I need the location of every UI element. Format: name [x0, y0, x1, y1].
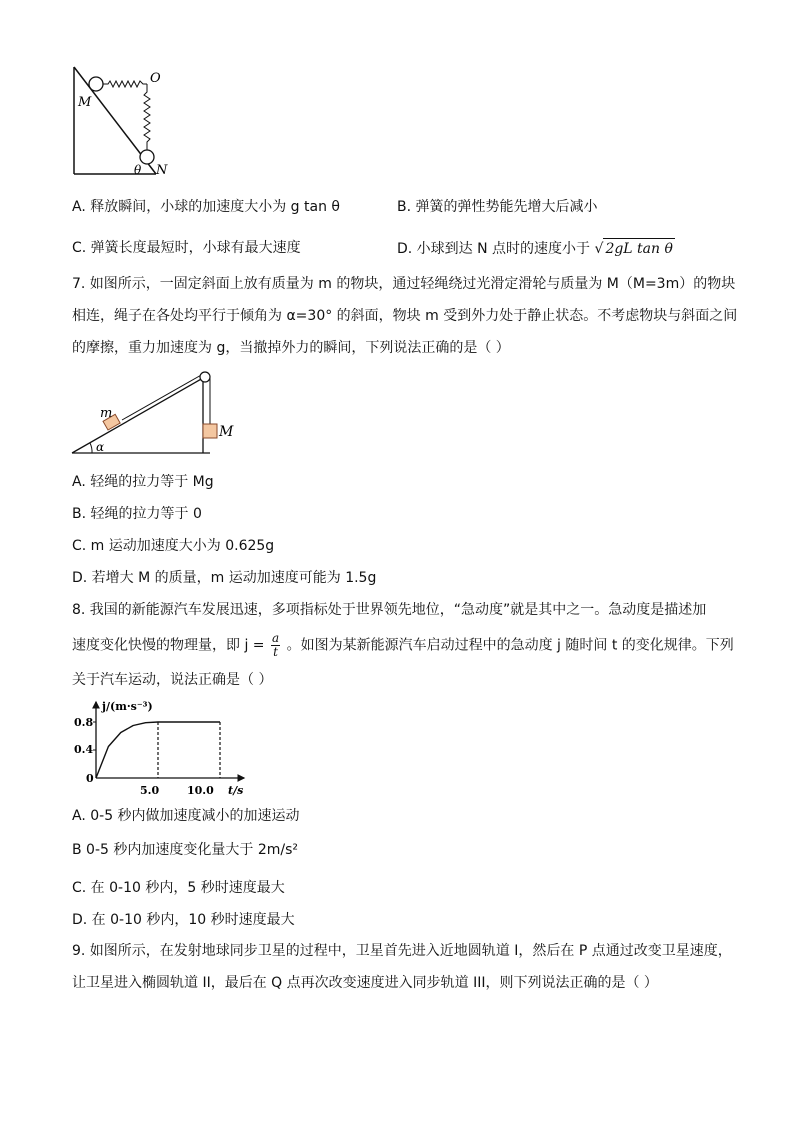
q7-option-b: B. 轻绳的拉力等于 0 [72, 506, 202, 522]
jerk-fraction [271, 632, 280, 659]
horizontal-spring [103, 81, 147, 87]
q8-stem-line-2a: 速度变化快慢的物理量，即 j = [72, 637, 265, 654]
q9-stem-line-2: 让卫星进入椭圆轨道 II，最后在 Q 点再次改变速度进入同步轨道 III，则下列说法正确的是（ ） [72, 975, 658, 991]
label-M: M [219, 424, 234, 440]
jerk-time-chart [72, 698, 252, 798]
q6-option-a: A. 释放瞬间，小球的加速度大小为 g tan θ [72, 199, 340, 215]
q6-option-c: C. 弹簧长度最短时，小球有最大速度 [72, 240, 301, 256]
label-N: N [156, 163, 168, 178]
y-axis-label: j/(m·s⁻³) [102, 700, 153, 713]
q6-option-d-sqrt: 2gL tan θ [603, 238, 674, 259]
q8-stem-line-2b: 。如图为某新能源汽车启动过程中的急动度 j 随时间 t 的变化规律。下列 [286, 637, 734, 654]
y-tick-label-0.4: 0.4 [74, 743, 94, 756]
ball-N [140, 150, 154, 164]
pulley [200, 372, 210, 382]
label-alpha: α [96, 440, 105, 454]
incline-pulley-figure [70, 366, 240, 458]
x-tick-label-10: 10.0 [187, 784, 214, 797]
label-theta: θ [134, 163, 142, 177]
x-tick-label-5: 5.0 [140, 784, 160, 797]
x-axis-label: t/s [228, 784, 244, 797]
label-M: M [78, 95, 92, 110]
q8-option-c: C. 在 0-10 秒内，5 秒时速度最大 [72, 880, 285, 896]
q7-option-c: C. m 运动加速度大小为 0.625g [72, 538, 275, 554]
q8-stem-line-1: 8. 我国的新能源汽车发展迅速，多项指标处于世界领先地位，“急动度”就是其中之一。急动度是描述加 [72, 602, 707, 618]
label-O: O [150, 71, 161, 86]
frac-den: t [273, 645, 278, 659]
vertical-spring [144, 84, 150, 150]
q6-option-b: B. 弹簧的弹性势能先增大后减小 [397, 199, 598, 215]
y-tick-label-0.8: 0.8 [74, 716, 94, 729]
q8-option-a: A. 0-5 秒内做加速度减小的加速运动 [72, 808, 300, 824]
q8-option-b: B 0-5 秒内加速度变化量大于 2m/s² [72, 842, 298, 858]
q6-option-d-text: D. 小球到达 N 点时的速度小于 [397, 241, 591, 257]
q7-option-a: A. 轻绳的拉力等于 Mg [72, 474, 214, 490]
q8-option-d: D. 在 0-10 秒内，10 秒时速度最大 [72, 912, 295, 928]
frac-num: a [271, 631, 280, 645]
q7-stem-line-1: 7. 如图所示，一固定斜面上放有质量为 m 的物块，通过轻绳绕过光滑定滑轮与质量为 M（M=3m）的物块 [72, 276, 736, 292]
q7-stem-line-2: 相连，绳子在各处均平行于倾角为 α=30° 的斜面，物块 m 受到外力处于静止状态。不考虑物块与斜面之间 [72, 308, 738, 324]
origin-label: 0 [86, 772, 94, 785]
incline-spring-figure [66, 62, 176, 180]
block-M [203, 424, 217, 438]
q7-option-d: D. 若增大 M 的质量，m 运动加速度可能为 1.5g [72, 570, 377, 586]
label-m: m [100, 406, 113, 421]
q8-stem-line-2 [72, 632, 734, 659]
q7-stem-line-3: 的摩擦，重力加速度为 g，当撤掉外力的瞬间，下列说法正确的是（ ） [72, 340, 510, 356]
q8-stem-line-3: 关于汽车运动，说法正确是（ ） [72, 672, 273, 688]
q6-option-d: D. 小球到达 N 点时的速度小于 √ 2gL tan θ [397, 238, 675, 259]
q9-stem-line-1: 9. 如图所示，在发射地球同步卫星的过程中，卫星首先进入近地圆轨道 I，然后在 P 点通过改变卫星速度， [72, 943, 732, 959]
ball-M [89, 77, 103, 91]
